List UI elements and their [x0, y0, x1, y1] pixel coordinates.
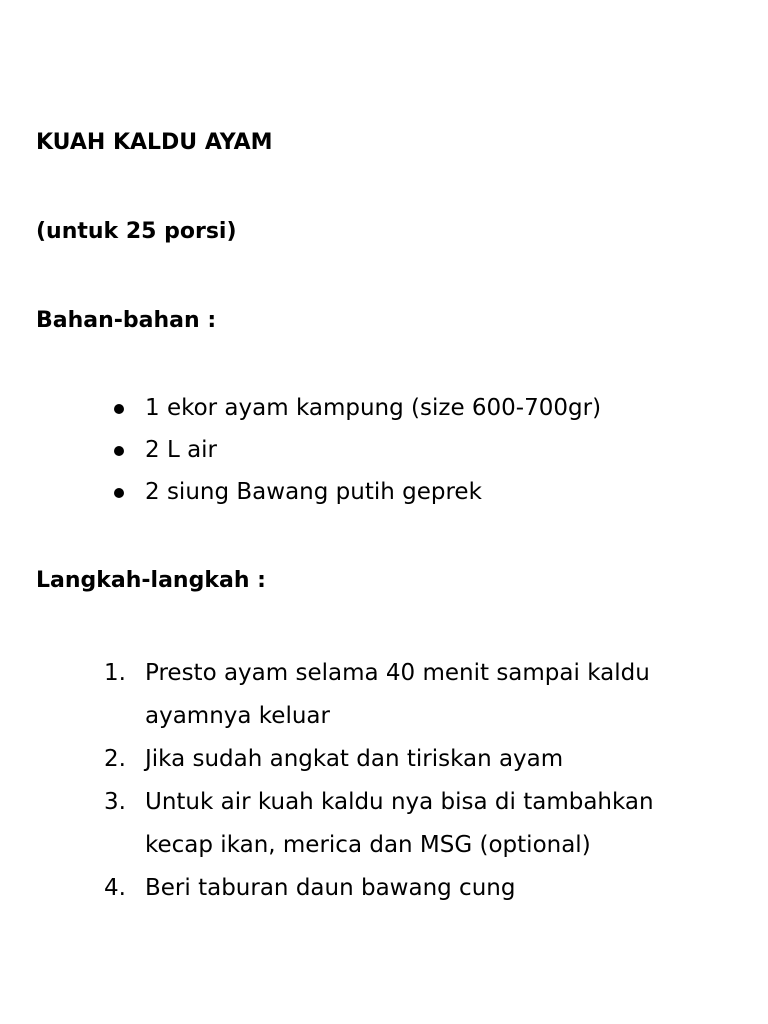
bullet-icon [114, 488, 124, 498]
step-text: Jika sudah angkat dan tiriskan ayam [145, 746, 564, 772]
step-text: Untuk air kuah kaldu nya bisa di tambahkan kecap ikan, merica dan MSG (optional) [145, 789, 654, 858]
recipe-title: KUAH KALDU AYAM [36, 130, 273, 155]
ingredients-heading: Bahan-bahan : [36, 308, 217, 333]
portion-note: (untuk 25 porsi) [36, 219, 237, 244]
bullet-icon [114, 446, 124, 456]
list-item [0, 867, 768, 910]
step-number: 4. [104, 875, 126, 901]
step-text: Beri taburan daun bawang cung [145, 875, 516, 901]
step-number: 2. [104, 746, 126, 772]
ingredient-text: 2 siung Bawang putih geprek [145, 479, 482, 505]
bullet-icon [114, 404, 124, 414]
list-item [0, 781, 768, 867]
list-item [0, 738, 768, 781]
steps-heading: Langkah-langkah : [36, 568, 266, 593]
step-text: Presto ayam selama 40 menit sampai kaldu ayamnya keluar [145, 660, 650, 729]
steps-list [0, 652, 768, 910]
list-item [0, 652, 768, 738]
step-number: 1. [104, 660, 126, 686]
ingredient-text: 1 ekor ayam kampung (size 600-700gr) [145, 395, 602, 421]
step-number: 3. [104, 789, 126, 815]
ingredient-text: 2 L air [145, 437, 218, 463]
